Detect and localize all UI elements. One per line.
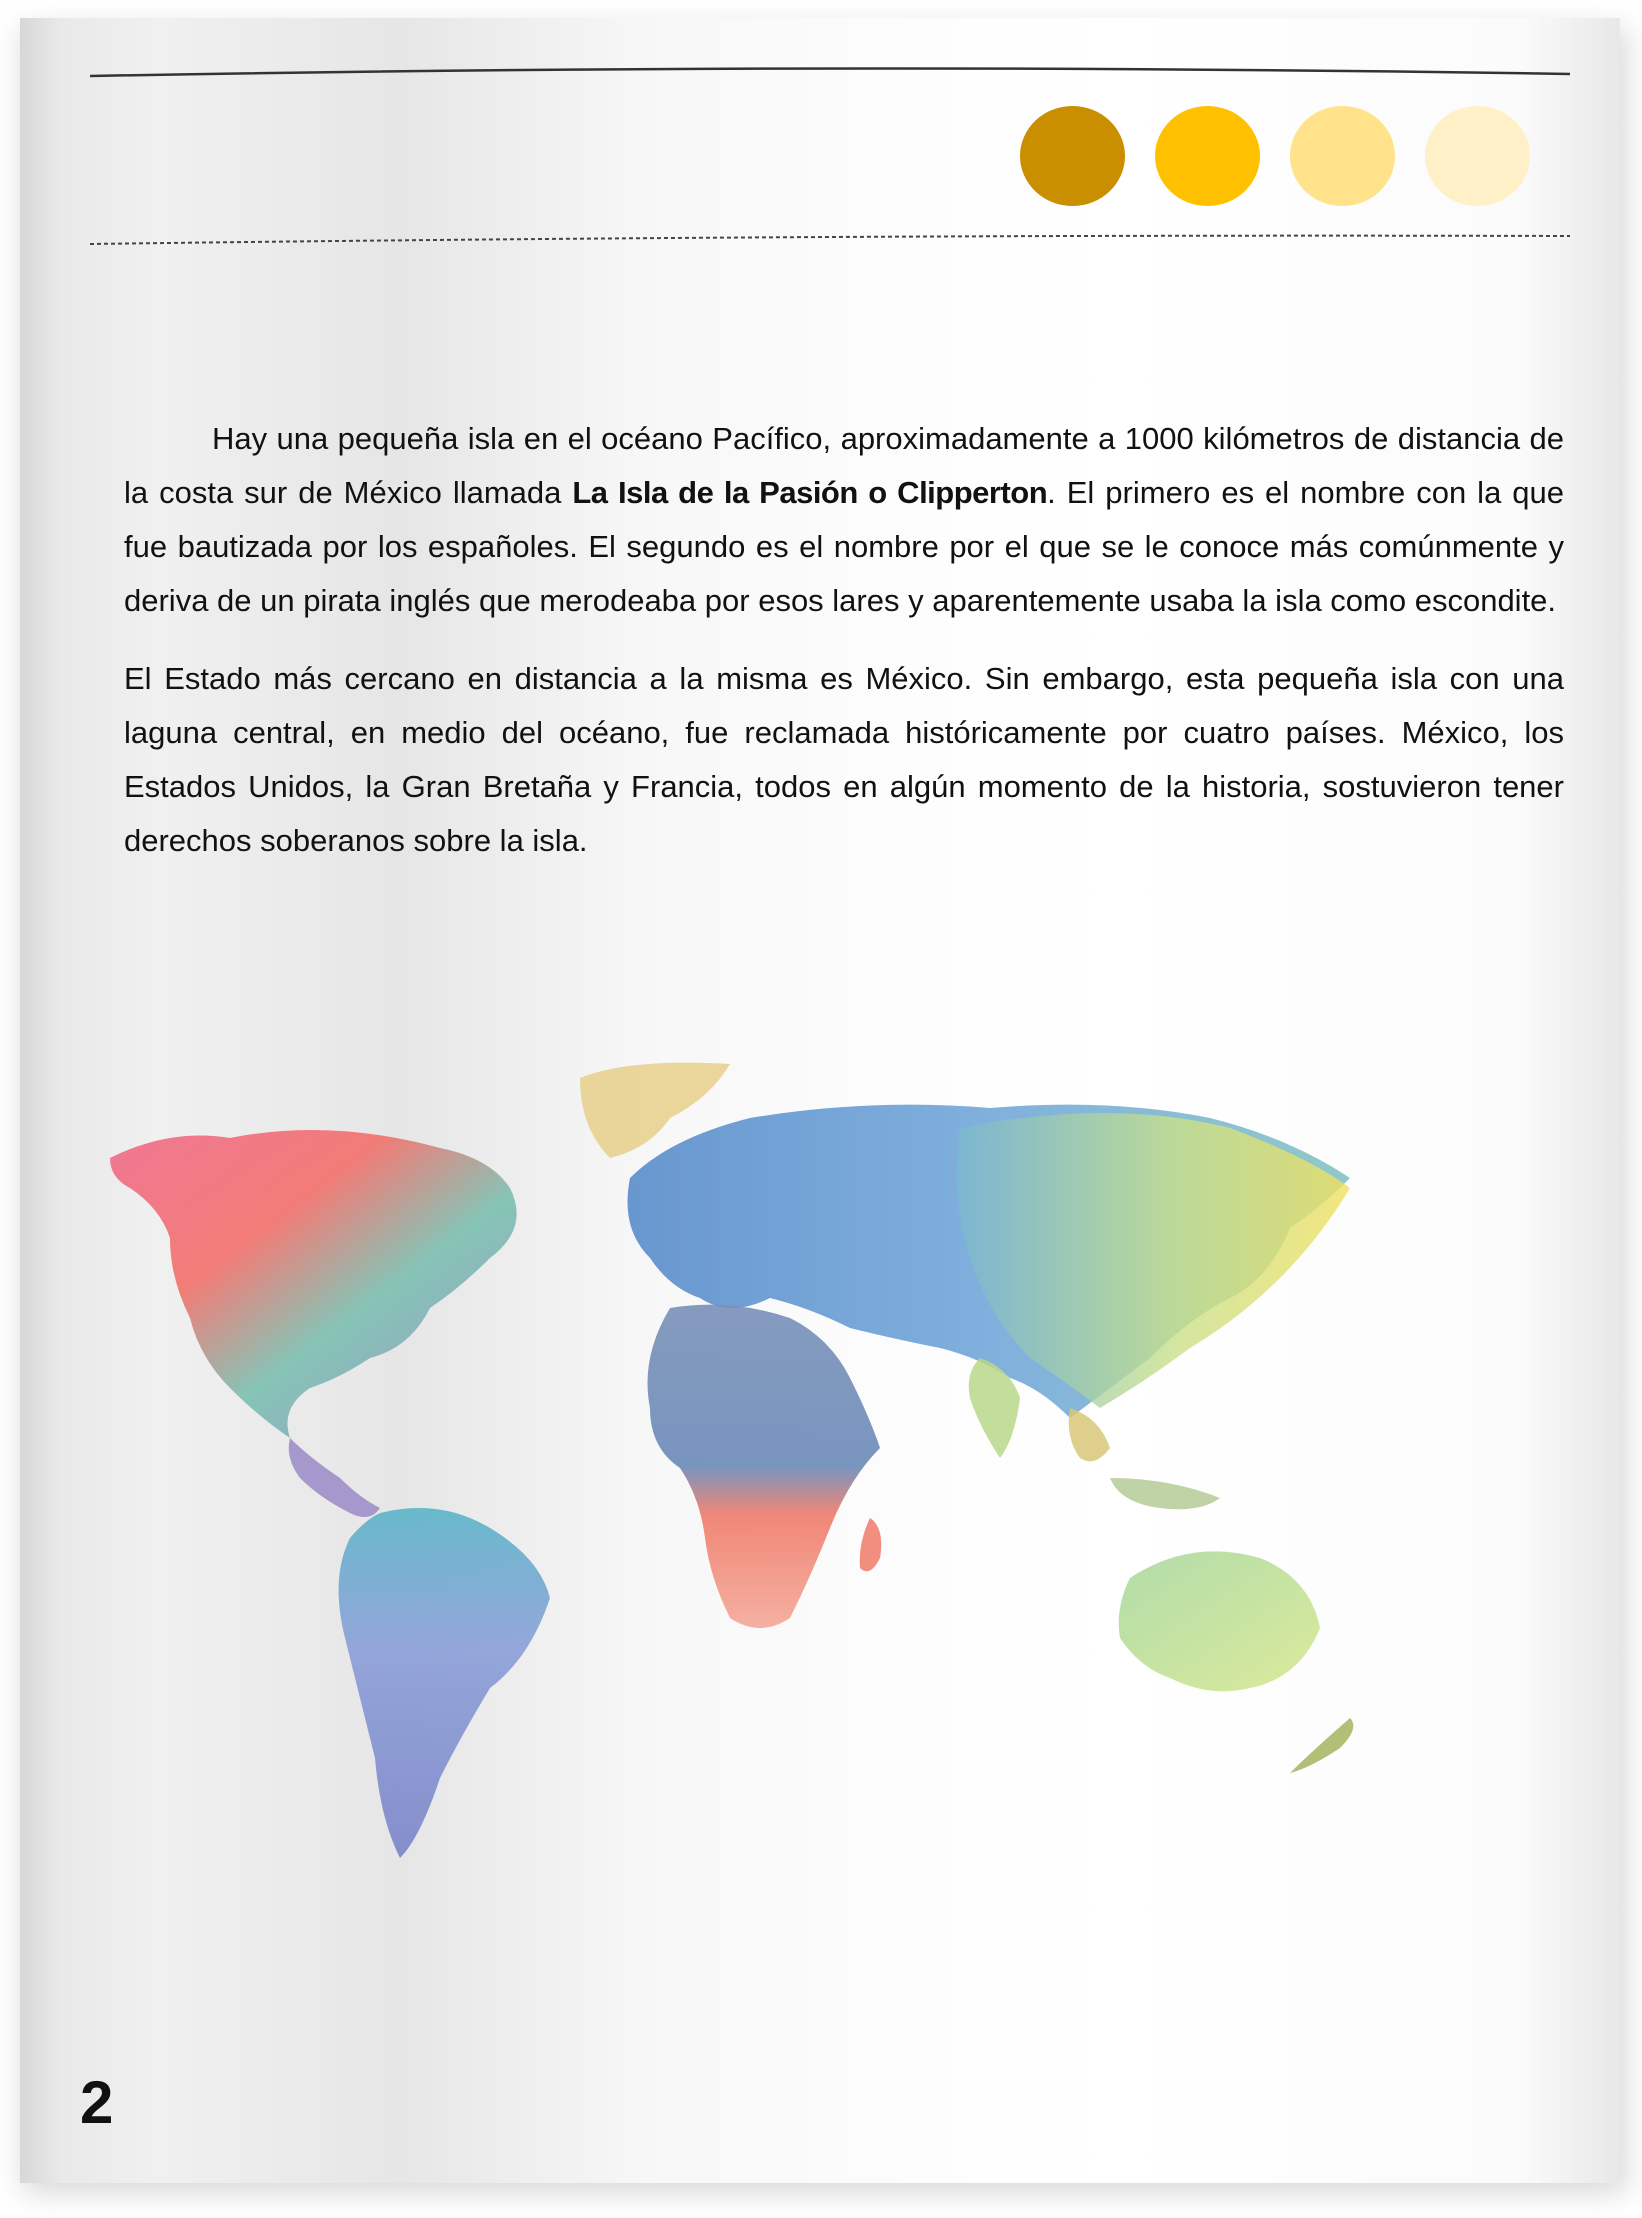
- header-dashed-rule: [90, 232, 1570, 248]
- paragraph-1-end: . El primero es el nombre con la que fue bautizada por los españoles. El segundo es el nombre por el que se le conoce más comúnmente y deriva de un pirata inglés que merodeaba por esos lares y aparentemente usaba la isla como escondite.: [124, 475, 1565, 618]
- paragraph-2: El Estado más cercano en distancia a la misma es México. Sin embargo, esta pequeña isla con una laguna central, en medio del océano, fue reclamada históricamente por cuatro países. México, los Estados Unidos, la Gran Bretaña y Francia, todos en algún momento de la historia, sostuvieron tener derechos soberanos sobre la isla.: [124, 661, 1564, 858]
- body-text: [124, 412, 1564, 892]
- paragraph-1-start: Hay una pequeña isla en el océano Pacífico, aproximadamente a 1000 kilómetros de distancia de la costa sur de México llamada: [124, 421, 1564, 510]
- page-number: 2: [80, 2069, 114, 2136]
- color-dot-4: [1425, 106, 1530, 206]
- header-rule: [90, 66, 1570, 82]
- paragraph-1: [124, 412, 1564, 628]
- watercolor-world-map: [110, 1058, 1620, 1878]
- color-dot-1: [1020, 106, 1125, 206]
- header-color-dots: [1020, 106, 1530, 206]
- color-dot-3: [1290, 106, 1395, 206]
- island-name-bold: La Isla de la Pasión o Clipperton: [572, 475, 1048, 510]
- color-dot-2: [1155, 106, 1260, 206]
- document-page: [20, 18, 1620, 2183]
